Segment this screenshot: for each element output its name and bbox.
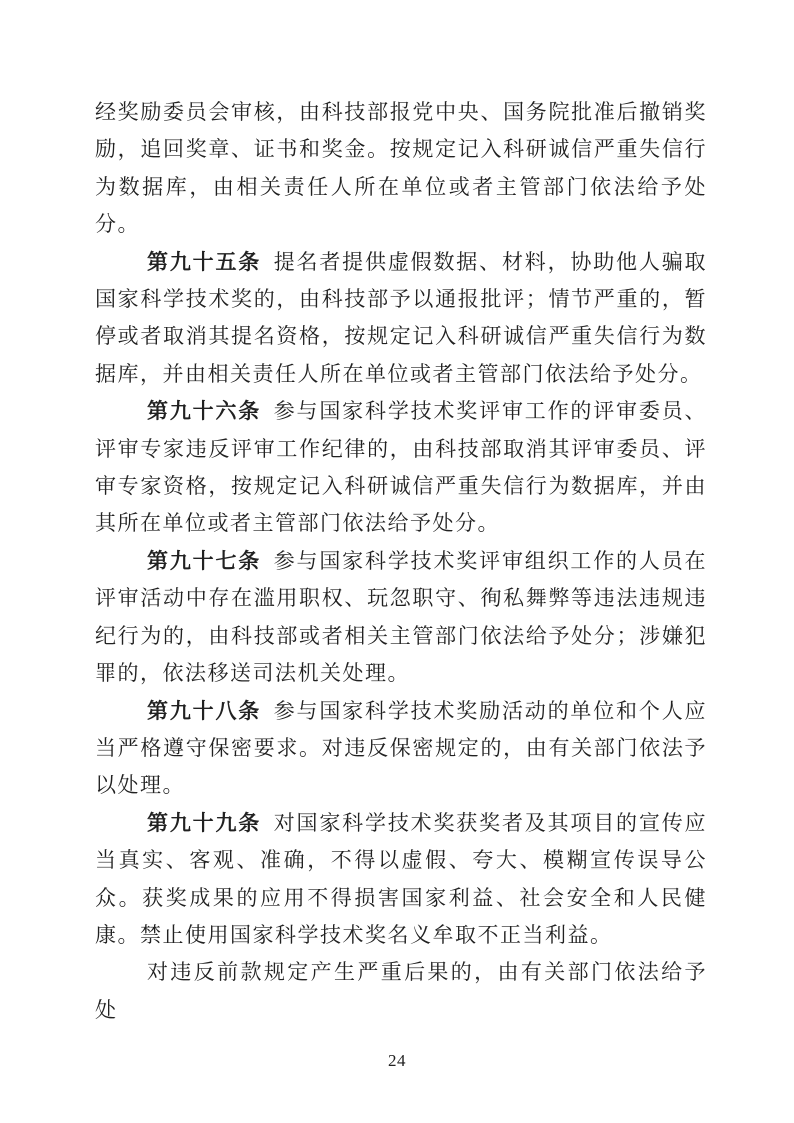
paragraph-text: 参与国家科学技术奖评审组织工作的人员在评审活动中存在滥用职权、玩忽职守、徇私舞弊等违法违规违纪行为的，由科技部或者相关主管部门依法给予处分；涉嫌犯罪的，依法移送司法机关处理。 (95, 548, 708, 686)
paragraph-text: 经奖励委员会审核，由科技部报党中央、国务院批准后撤销奖励，追回奖章、证书和奖金。按规定记入科研诚信严重失信行为数据库，由相关责任人所在单位或者主管部门依法给予处分。 (95, 100, 707, 237)
paragraph-article-98 (95, 693, 707, 805)
article-number: 第九十七条 (147, 548, 262, 573)
article-number: 第九十八条 (147, 698, 262, 723)
paragraph-article-96 (95, 393, 707, 543)
article-number: 第九十九条 (147, 810, 262, 835)
paragraph-article-99 (95, 805, 707, 955)
paragraph-text: 参与国家科学技术奖评审工作的评审委员、评审专家违反评审工作纪律的，由科技部取消其评审委员、评审专家资格，按规定记入科研诚信严重失信行为数据库，并由其所在单位或者主管部门依法给予处分。 (95, 399, 708, 536)
paragraph-article-97 (95, 543, 707, 693)
document-body (95, 94, 707, 1029)
paragraph-article-95 (95, 244, 707, 394)
article-number: 第九十五条 (147, 249, 262, 274)
paragraph-text: 对违反前款规定产生严重后果的，由有关部门依法给予处 (95, 960, 707, 1022)
paragraph-final (95, 954, 707, 1029)
paragraph-continuation (95, 94, 707, 244)
paragraph-text: 提名者提供虚假数据、材料，协助他人骗取国家科学技术奖的，由科技部予以通报批评；情节严重的，暂停或者取消其提名资格，按规定记入科研诚信严重失信行为数据库，并由相关责任人所在单位或者主管部门依法给予处分。 (95, 249, 708, 386)
paragraph-text: 对国家科学技术奖获奖者及其项目的宣传应当真实、客观、准确，不得以虚假、夸大、模糊宣传误导公众。获奖成果的应用不得损害国家利益、社会安全和人民健康。禁止使用国家科学技术奖名义牟取不正当利益。 (95, 810, 708, 947)
paragraph-text: 参与国家科学技术奖励活动的单位和个人应当严格遵守保密要求。对违反保密规定的，由有关部门依法予以处理。 (95, 698, 708, 798)
page-number: 24 (388, 1051, 406, 1070)
article-number: 第九十六条 (147, 399, 262, 424)
